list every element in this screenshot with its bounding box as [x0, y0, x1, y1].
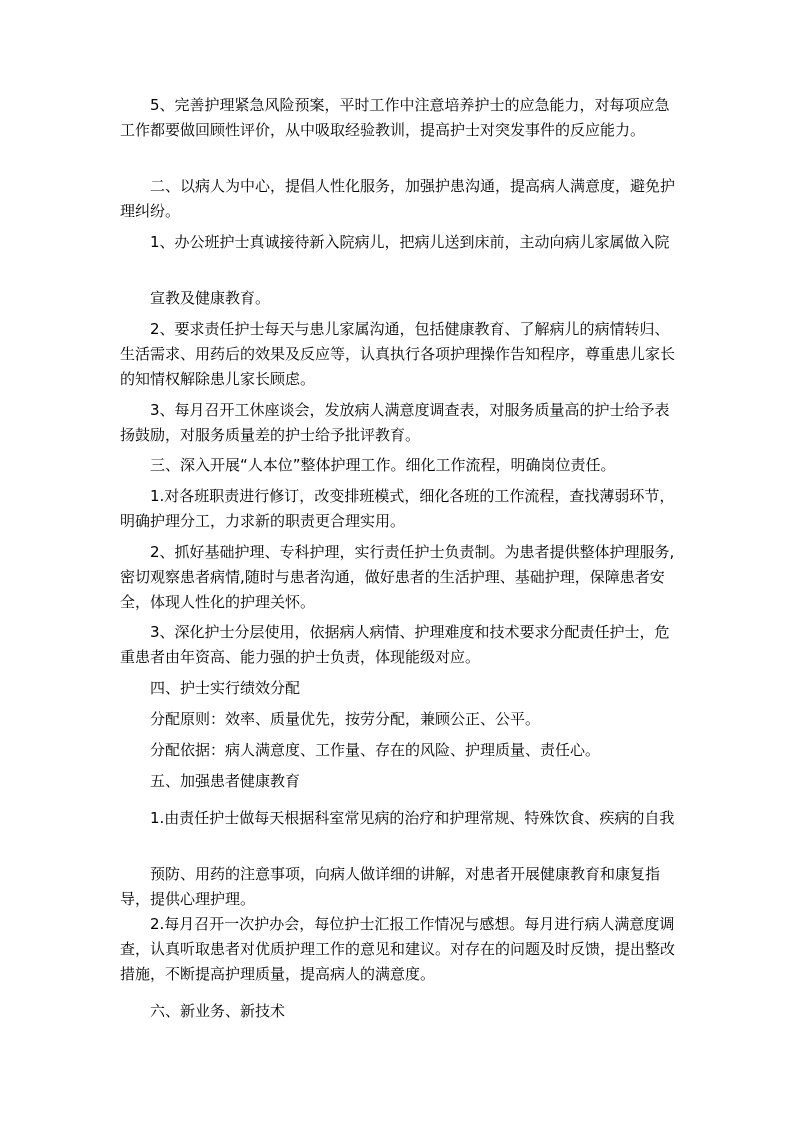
paragraph-4: 宣教及健康教育。: [150, 289, 271, 307]
paragraph-13: 分配依据：病人满意度、工作量、存在的风险、护理质量、责任心。: [150, 741, 601, 759]
paragraph-16: 预防、用药的注意事项，向病人做详细的讲解，对患者开展健康教育和康复指导，提供心理护理。: [120, 865, 661, 908]
paragraph-5: 2、要求责任护士每天与患儿家属沟通，包括健康教育、了解病儿的病情转归、生活需求、用药后的效果及反应等，认真执行各项护理操作告知程序，尊重患儿家长的知情权解除患儿家长顾虑。: [120, 320, 676, 388]
paragraph-1: 5、完善护理紧急风险预案，平时工作中注意培养护士的应急能力，对每项应急工作都要做回顾性评价，从中吸取经验教训，提高护士对突发事件的反应能力。: [120, 96, 670, 139]
paragraph-7: 三、深入开展“人本位”整体护理工作。细化工作流程，明确岗位责任。: [150, 456, 616, 474]
paragraph-9: 2、抓好基础护理、专科护理，实行责任护士负责制。为患者提供整体护理服务,密切观察患者病情,随时与患者沟通，做好患者的生活护理、基础护理，保障患者安全，体现人性化的护理关怀。: [120, 543, 675, 611]
paragraph-14: 五、加强患者健康教育: [150, 772, 301, 790]
paragraph-3: 1、办公班护士真诚接待新入院病儿，把病儿送到床前，主动向病儿家属做入院: [150, 233, 670, 251]
paragraph-18: 六、新业务、新技术: [150, 1002, 286, 1020]
paragraph-15: 1.由责任护士做每天根据科室常见病的治疗和护理常规、特殊饮食、疾病的自我: [150, 809, 675, 827]
paragraph-17: 2.每月召开一次护办会，每位护士汇报工作情况与感想。每月进行病人满意度调查，认真听取患者对优质护理工作的意见和建议。对存在的问题及时反馈，提出整改措施，不断提高护理质量，提高病人的满意度。: [120, 915, 676, 983]
paragraph-8: 1.对各班职责进行修订，改变排班模式，细化各班的工作流程，查找薄弱环节，明确护理分工，力求新的职责更合理实用。: [120, 487, 675, 530]
paragraph-2: 二、以病人为中心，提倡人性化服务，加强护患沟通，提高病人满意度，避免护理纠纷。: [120, 177, 676, 220]
paragraph-11: 四、护士实行绩效分配: [150, 679, 301, 697]
paragraph-6: 3、每月召开工休座谈会，发放病人满意度调查表，对服务质量高的护士给予表扬鼓励，对服务质量差的护士给予批评教育。: [120, 401, 670, 444]
paragraph-12: 分配原则：效率、质量优先，按劳分配，兼顾公正、公平。: [150, 710, 541, 728]
paragraph-10: 3、深化护士分层使用，依据病人病情、护理难度和技术要求分配责任护士，危重患者由年资高、能力强的护士负责，体现能级对应。: [120, 623, 670, 666]
